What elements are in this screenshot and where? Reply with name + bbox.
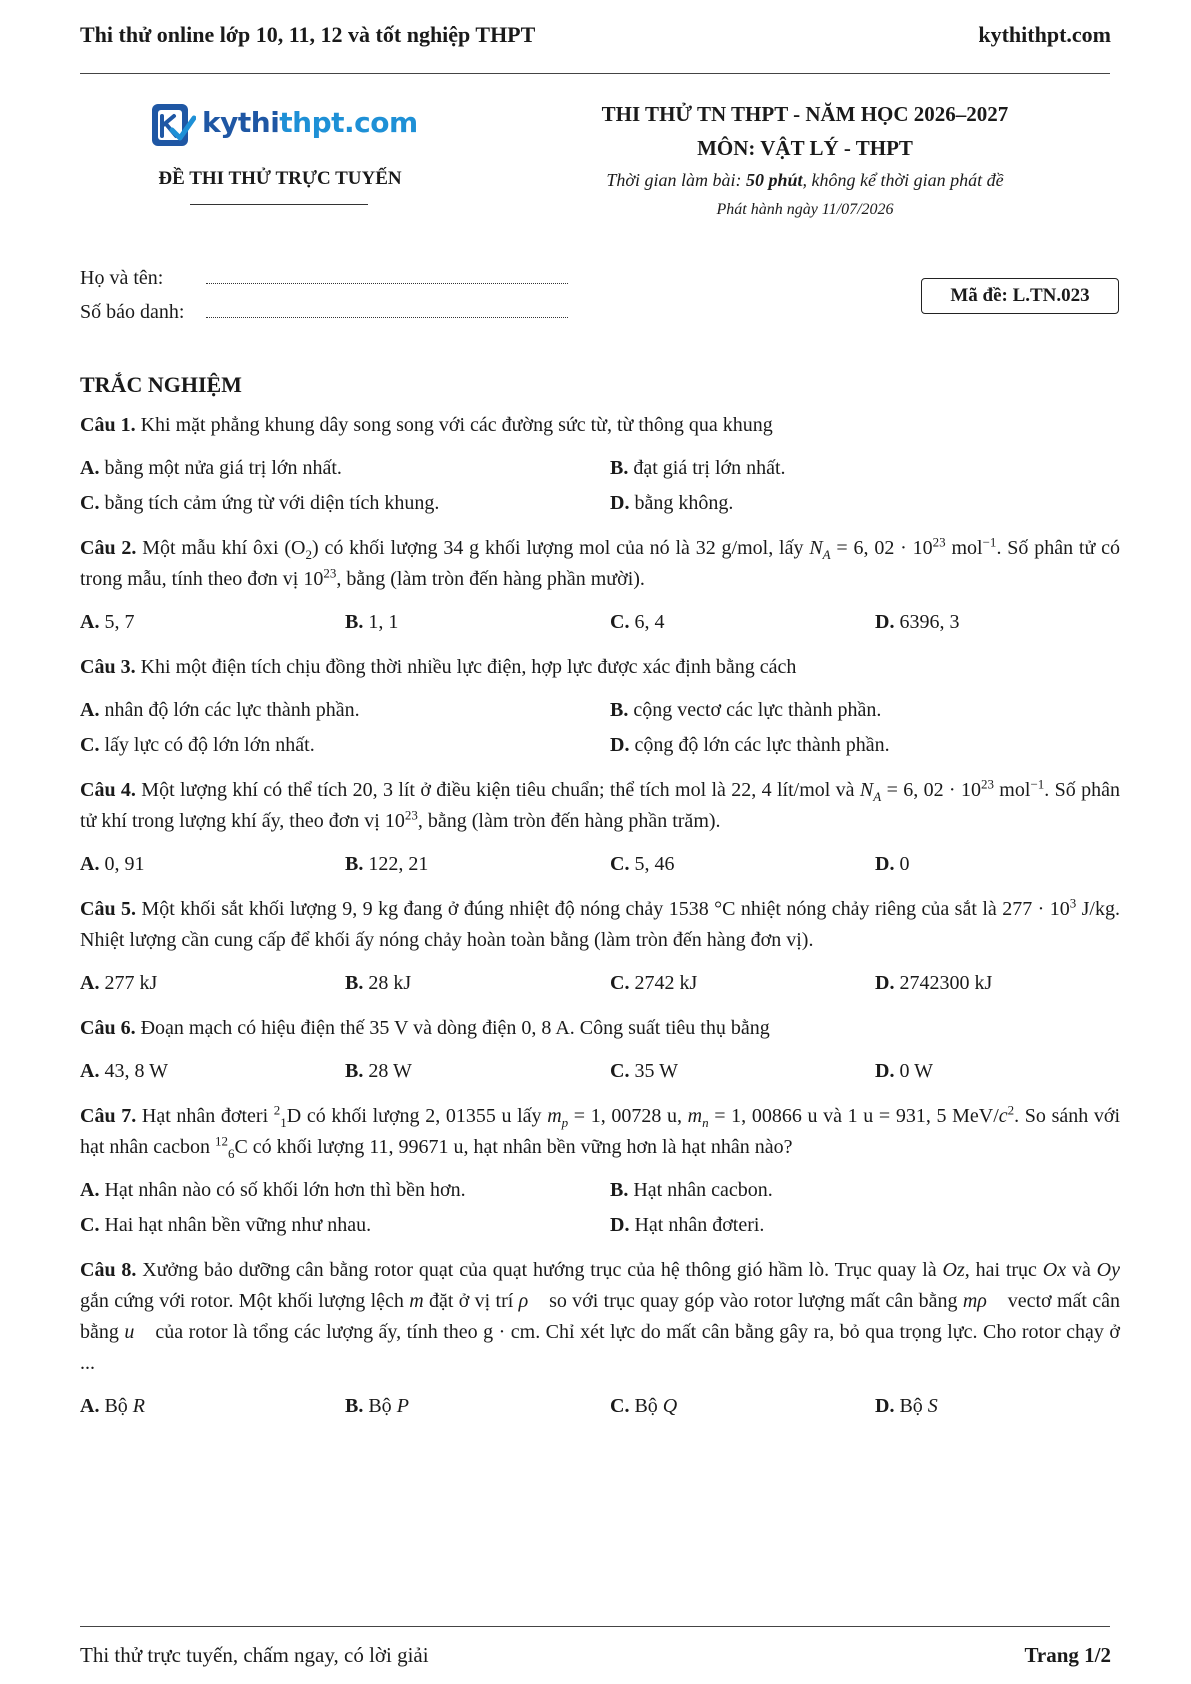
option-letter: D. (610, 734, 630, 756)
q-text: J/kg. Nhiệt lượng cần cung cấp để khối ấy nóng chảy hoàn toàn bằng (làm tròn đến hàng đơn vị). (80, 898, 1120, 951)
option[interactable] (345, 1389, 610, 1424)
options-q3 (80, 693, 1120, 763)
option-letter: C. (610, 1395, 630, 1417)
options-q5 (80, 966, 1120, 1001)
option-text: 5, 46 (634, 853, 675, 875)
q-text: gắn cứng với rotor. Một khối lượng lệch (80, 1290, 410, 1312)
option-text: Bộ (104, 1395, 133, 1417)
option-text: nhân độ lớn các lực thành phần. (104, 699, 360, 721)
q-sup: 2 (273, 1102, 281, 1118)
q-text: Một mẫu khí ôxi (O (142, 537, 306, 559)
q-math: N (859, 779, 874, 801)
q-sub: n (702, 1115, 709, 1130)
option-letter: A. (80, 1060, 100, 1082)
question-text: Khi mặt phẳng khung dây song song với các đường sức từ, từ thông qua khung (140, 414, 773, 436)
logo-icon (150, 100, 196, 150)
q-sup: −1 (1030, 776, 1045, 792)
option[interactable] (610, 1054, 875, 1089)
options-q4 (80, 847, 1120, 882)
q-text: mol (945, 537, 983, 559)
option-letter: B. (345, 611, 364, 633)
option-letter: D. (610, 1214, 630, 1236)
option-letter: C. (610, 853, 630, 875)
site-logo[interactable] (150, 100, 418, 152)
q-math: Oz (942, 1259, 965, 1281)
exam-code-box: Mã đề: L.TN.023 (921, 278, 1119, 314)
q-text: Một khối sắt khối lượng 9, 9 kg đang ở đúng nhiệt độ nóng chảy 1538 °C nhiệt nóng chảy riêng của sắt là 277 · 10 (141, 898, 1070, 920)
option-text: 122, 21 (368, 853, 429, 875)
q-sub: 2 (305, 547, 312, 562)
question-text: Khi một điện tích chịu đồng thời nhiều lực điện, hợp lực được xác định bằng cách (140, 656, 797, 678)
option[interactable] (875, 605, 1120, 640)
option-math: Q (662, 1395, 678, 1417)
option[interactable] (875, 966, 1120, 1001)
options-q6 (80, 1054, 1120, 1089)
option-letter: A. (80, 699, 100, 721)
q-math: u⃗ (124, 1321, 150, 1343)
option-text: bằng tích cảm ứng từ với diện tích khung. (104, 492, 440, 514)
question-4 (80, 775, 1120, 837)
subtitle-underline (190, 204, 368, 205)
header-site[interactable]: kythithpt.com (978, 22, 1111, 47)
option-letter: B. (610, 457, 629, 479)
option-letter: A. (80, 1179, 100, 1201)
exam-title: THI THỬ TN THPT - NĂM HỌC 2026–2027 (601, 102, 1009, 126)
q-sup: −1 (982, 534, 997, 550)
question-label: Câu 7. (80, 1105, 137, 1127)
q-sub: A (822, 547, 831, 562)
options-q1 (80, 451, 1120, 521)
q-text: mol (993, 779, 1031, 801)
q-text: = 1, 00728 u, (568, 1105, 688, 1127)
id-dotted-line[interactable] (206, 303, 568, 318)
q-sup: 3 (1069, 895, 1077, 911)
option-text: lấy lực có độ lớn lớn nhất. (104, 734, 315, 756)
q-text: . Số phân tử khí trong lượng khí ấy, theo đơn vị 10 (80, 779, 1120, 832)
option[interactable] (610, 1208, 1120, 1243)
section-title: TRẮC NGHIỆM (80, 372, 242, 397)
option-text: Bộ (634, 1395, 663, 1417)
id-label: Số báo danh: (80, 301, 185, 323)
option[interactable] (80, 1054, 345, 1089)
option-text: 6396, 3 (899, 611, 960, 633)
option[interactable] (80, 1389, 345, 1424)
question-text: Đoạn mạch có hiệu điện thế 35 V và dòng điện 0, 8 A. Công suất tiêu thụ bằng (140, 1017, 770, 1039)
option[interactable] (80, 1173, 610, 1208)
option[interactable] (345, 1054, 610, 1089)
q-math: c (998, 1105, 1008, 1127)
option[interactable] (610, 1389, 875, 1424)
option[interactable] (345, 847, 610, 882)
q-math: m (547, 1105, 562, 1127)
exam-release-date: Phát hành ngày 11/07/2026 (716, 201, 894, 218)
option-letter: D. (875, 611, 895, 633)
option-letter: C. (610, 1060, 630, 1082)
options-q2 (80, 605, 1120, 640)
q-text: , bằng (làm tròn đến hàng phần trăm). (417, 810, 721, 832)
option-letter: B. (610, 699, 629, 721)
option-text: Hạt nhân nào có số khối lớn hơn thì bền hơn. (104, 1179, 466, 1201)
option[interactable] (80, 847, 345, 882)
q-math: m (687, 1105, 703, 1127)
name-dotted-line[interactable] (206, 269, 568, 284)
option[interactable] (80, 605, 345, 640)
option-text: 28 W (368, 1060, 412, 1082)
option[interactable] (80, 451, 610, 486)
q-text: so với trục quay góp vào rotor lượng mất cân bằng (543, 1290, 963, 1312)
question-label: Câu 1. (80, 414, 136, 436)
option-text: 1, 1 (368, 611, 399, 633)
header-divider (80, 73, 1110, 74)
q-text: . So sánh với hạt nhân cacbon (80, 1105, 1120, 1158)
option-letter: C. (80, 492, 100, 514)
q-text: đặt ở vị trí (423, 1290, 519, 1312)
option[interactable] (610, 1173, 1120, 1208)
student-id-field[interactable] (80, 301, 568, 324)
option-letter: A. (80, 457, 100, 479)
q-math: mρ⃗ (962, 1290, 1003, 1312)
options-q8 (80, 1389, 1120, 1424)
option-letter: B. (345, 1395, 364, 1417)
question-label: Câu 8. (80, 1259, 137, 1281)
question-3 (80, 652, 1120, 683)
question-label: Câu 6. (80, 1017, 136, 1039)
question-1 (80, 410, 1120, 441)
option-text: Bộ (899, 1395, 928, 1417)
option[interactable] (80, 486, 610, 521)
q-text: Hạt nhân đơteri (141, 1105, 274, 1127)
q-math: Ox (1042, 1259, 1067, 1281)
option-text: 5, 7 (104, 611, 135, 633)
option-letter: C. (610, 972, 630, 994)
footer-divider (80, 1626, 1110, 1627)
option-letter: A. (80, 611, 100, 633)
q-text: của rotor là tổng các lượng ấy, tính theo g · cm. Chỉ xét lực do mất cân bằng gây ra, bỏ qua trọng lực. Cho rotor chạy ở ... (80, 1321, 1120, 1374)
option-text: 2742 kJ (634, 972, 698, 994)
logo-text-primary: kythi (202, 106, 280, 139)
q-text: và (1066, 1259, 1097, 1281)
q-sup: 12 (214, 1133, 228, 1149)
duration-suffix: , không kể thời gian phát đề (802, 170, 1004, 190)
option[interactable] (875, 1389, 1120, 1424)
q-sup: 23 (932, 534, 946, 550)
q-text: = 6, 02 · 10 (830, 537, 933, 559)
q-math: N (809, 537, 823, 559)
option-text: đạt giá trị lớn nhất. (633, 457, 786, 479)
exam-subtitle: ĐỀ THI THỬ TRỰC TUYẾN (158, 168, 402, 189)
option[interactable] (610, 693, 1120, 728)
student-name-field[interactable] (80, 267, 568, 290)
option-text: 28 kJ (368, 972, 412, 994)
option-letter: B. (345, 853, 364, 875)
option-text: 277 kJ (104, 972, 158, 994)
option-text: 0 (899, 853, 910, 875)
option-letter: D. (875, 1060, 895, 1082)
option[interactable] (875, 847, 1120, 882)
header-title: Thi thử online lớp 10, 11, 12 và tốt nghiệp THPT (80, 22, 536, 47)
option-letter: C. (610, 611, 630, 633)
option-math: P (396, 1395, 409, 1417)
exam-subject: MÔN: VẬT LÝ - THPT (697, 136, 913, 160)
option-letter: C. (80, 734, 100, 756)
q-text: = 6, 02 · 10 (881, 779, 981, 801)
option-text: Hai hạt nhân bền vững như nhau. (104, 1214, 372, 1236)
option-letter: B. (345, 972, 364, 994)
option[interactable] (610, 486, 1120, 521)
option-letter: A. (80, 972, 100, 994)
q-sup: 2 (1007, 1102, 1015, 1118)
q-math: m (409, 1290, 424, 1312)
option[interactable] (80, 966, 345, 1001)
q-math: Oy (1096, 1259, 1120, 1281)
option-letter: B. (610, 1179, 629, 1201)
question-7 (80, 1101, 1120, 1163)
option-letter: D. (875, 1395, 895, 1417)
q-text: C có khối lượng 11, 99671 u, hạt nhân bền vững hơn là hạt nhân nào? (234, 1136, 793, 1158)
question-label: Câu 2. (80, 537, 137, 559)
name-label: Họ và tên: (80, 267, 164, 289)
q-sub: A (873, 789, 882, 804)
option-letter: D. (875, 853, 895, 875)
option-math: R (132, 1395, 146, 1417)
option-text: bằng một nửa giá trị lớn nhất. (104, 457, 342, 479)
question-8 (80, 1255, 1120, 1379)
q-text: , bằng (làm tròn đến hàng phần mười). (336, 568, 645, 590)
option-letter: D. (610, 492, 630, 514)
option-text: Hạt nhân đơteri. (634, 1214, 765, 1236)
option-text: 6, 4 (634, 611, 665, 633)
option-text: 0, 91 (104, 853, 145, 875)
question-label: Câu 3. (80, 656, 136, 678)
q-text: vectơ mất cân bằng (80, 1290, 1121, 1343)
option-text: 35 W (634, 1060, 678, 1082)
option[interactable] (610, 966, 875, 1001)
question-6 (80, 1013, 1120, 1044)
page-number: Trang 1/2 (1024, 1643, 1111, 1667)
option-letter: A. (80, 853, 100, 875)
q-sup: 23 (980, 776, 994, 792)
option[interactable] (80, 1208, 610, 1243)
q-text: D có khối lượng 2, 01355 u lấy (286, 1105, 548, 1127)
q-sup: 23 (323, 565, 337, 581)
option-text: bằng không. (634, 492, 734, 514)
q-sub: 6 (227, 1146, 235, 1161)
q-text: Một lượng khí có thể tích 20, 3 lít ở điều kiện tiêu chuẩn; thể tích mol là 22, 4 lít/mol và (141, 779, 860, 801)
exam-info (540, 97, 1070, 225)
option-letter: B. (345, 1060, 364, 1082)
option-math: S (927, 1395, 938, 1417)
q-sup: 23 (404, 807, 418, 823)
q-sub: p (561, 1115, 569, 1130)
q-text: Xưởng bảo dưỡng cân bằng rotor quạt của quạt hướng trục của hệ thông gió hầm lò. Trục quay là (142, 1259, 943, 1281)
option-text: 0 W (899, 1060, 933, 1082)
duration-prefix: Thời gian làm bài: (606, 170, 746, 190)
options-q7 (80, 1173, 1120, 1243)
duration-value: 50 phút (746, 170, 803, 190)
option[interactable] (610, 847, 875, 882)
option-text: Bộ (368, 1395, 397, 1417)
option[interactable] (610, 605, 875, 640)
footer-text: Thi thử trực tuyến, chấm ngay, có lời giải (80, 1643, 429, 1667)
question-list (80, 410, 1120, 1436)
logo-text-secondary: thpt.com (279, 106, 418, 139)
option-letter: A. (80, 1395, 100, 1417)
option-text: 2742300 kJ (899, 972, 993, 994)
q-text: ) có khối lượng 34 g khối lượng mol của nó là 32 g/mol, lấy (312, 537, 810, 559)
option-text: 43, 8 W (104, 1060, 168, 1082)
option[interactable] (875, 1054, 1120, 1089)
option[interactable] (345, 966, 610, 1001)
question-5 (80, 894, 1120, 956)
q-math: ρ⃗ (518, 1290, 544, 1312)
option-letter: C. (80, 1214, 100, 1236)
q-text: . Số phân tử có trong mẫu, tính theo đơn vị 10 (80, 537, 1120, 590)
question-2 (80, 533, 1120, 595)
option[interactable] (80, 693, 610, 728)
q-sub: 1 (280, 1115, 287, 1130)
q-text: , hai trục (964, 1259, 1043, 1281)
option-text: cộng độ lớn các lực thành phần. (634, 734, 890, 756)
option[interactable] (610, 728, 1120, 763)
option-text: Hạt nhân cacbon. (633, 1179, 773, 1201)
q-text: = 1, 00866 u và 1 u = 931, 5 MeV/ (708, 1105, 999, 1127)
option-letter: D. (875, 972, 895, 994)
option[interactable] (610, 451, 1120, 486)
question-label: Câu 5. (80, 898, 136, 920)
exam-duration (540, 165, 1070, 195)
option[interactable] (80, 728, 610, 763)
question-label: Câu 4. (80, 779, 136, 801)
option[interactable] (345, 605, 610, 640)
option-text: cộng vectơ các lực thành phần. (633, 699, 882, 721)
